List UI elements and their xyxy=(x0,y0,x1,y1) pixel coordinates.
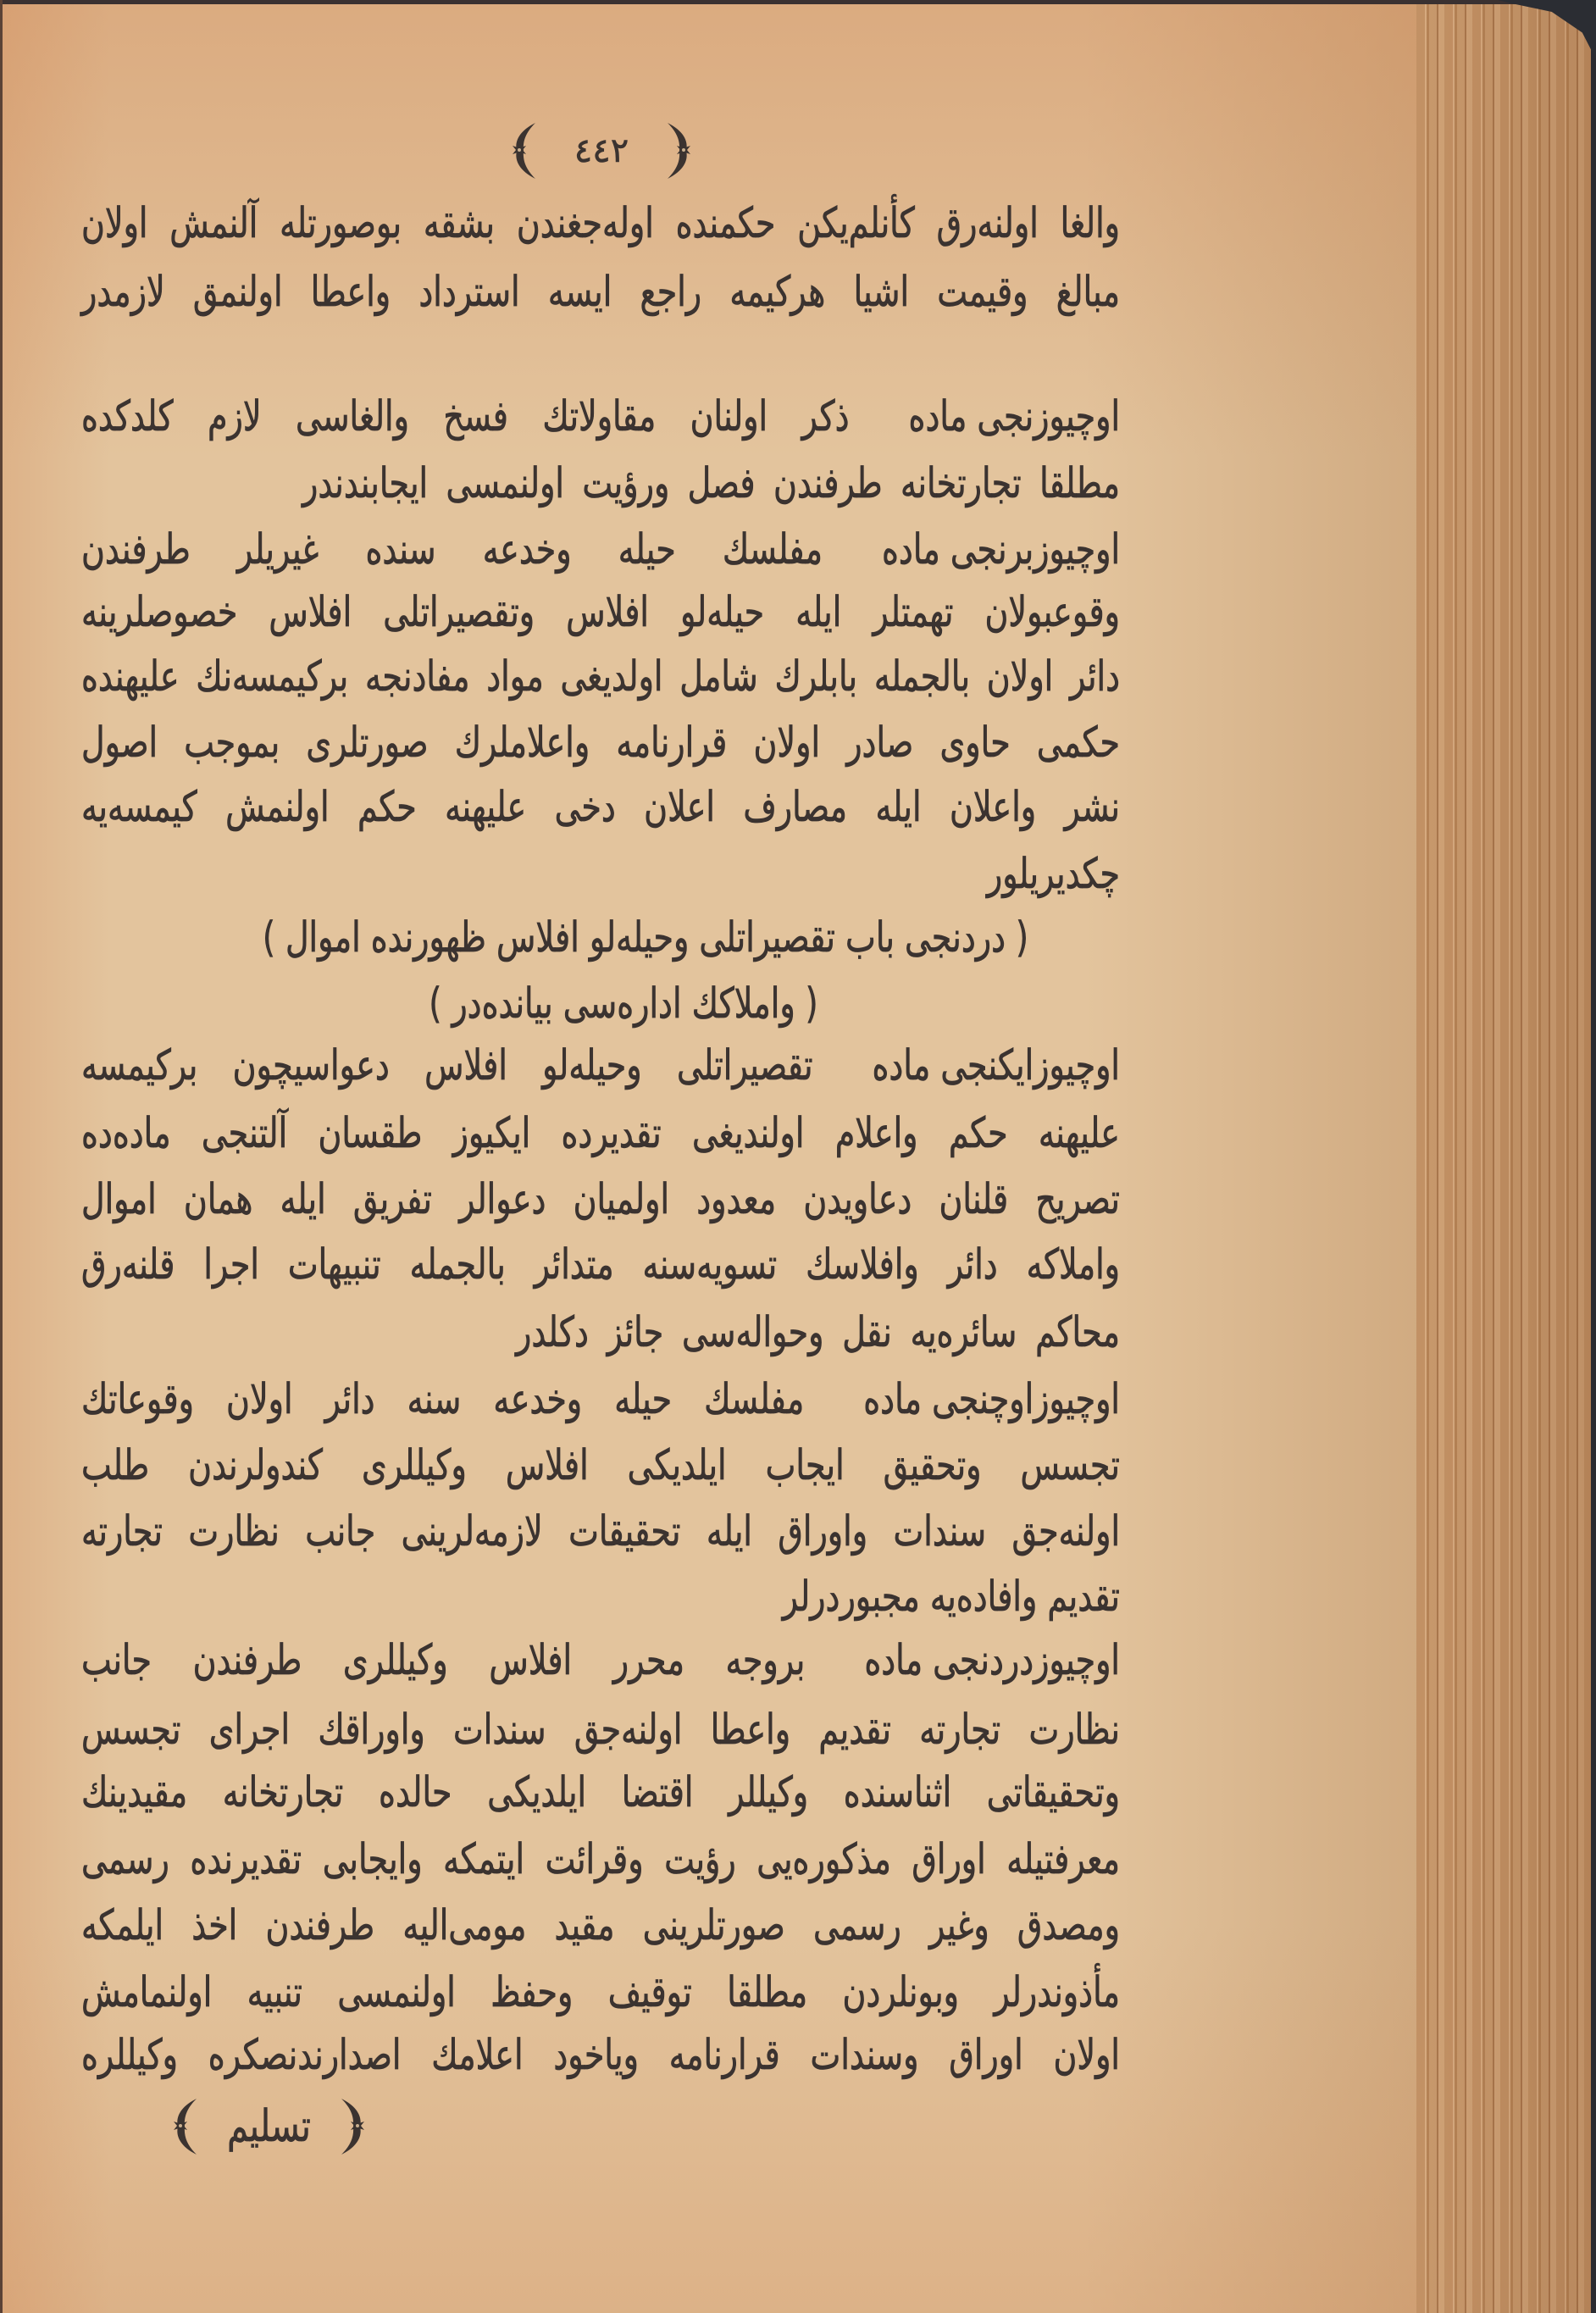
page-number: ٤٤٢ xyxy=(574,131,629,170)
text-line: نظارت تجارته تقدیم واعطا اولنه‌جق سندات واوراقك اجرای تجسس xyxy=(81,1705,1120,1754)
text-line: اولنه‌جق سندات واوراق ایله تحقیقات لازمه‌لرینی جانب نظارت تجارته xyxy=(81,1506,1120,1556)
text-line: مفلسك حیله وخدعه سنده غیریلر طرفندن xyxy=(81,524,823,574)
text-line: وقوعبولان تهمتلر ایله حیله‌لو افلاس وتقصیراتلی افلاس خصوصلرینه xyxy=(81,587,1120,636)
text-line: معرفتیله اوراق مذكوره‌یی رؤیت وقرائت ایتمكه وایجابی تقدیرنده رسمی xyxy=(81,1834,1120,1883)
text-line: دائر اولان بالجمله بابلرك شامل اولدیغی مواد مفادنجه بركیمسه‌نك علیهنده xyxy=(81,652,1120,701)
text-line: تقصیراتلی وحیله‌لو افلاس دعواسیچون بركیمسه xyxy=(81,1040,813,1090)
ornament-right-icon xyxy=(335,2096,369,2157)
text-line: تصریح قلنان دعاویدن معدود اولمیان دعوالر تفریق ایله همان اموال xyxy=(81,1174,1120,1223)
article-label: اوچیوزاوچنجی ماده xyxy=(863,1374,1120,1423)
article-label: اوچیوزنجی ماده xyxy=(908,391,1120,441)
text-line: چكدیریلور xyxy=(986,849,1120,898)
text-line: مفلسك حیله وخدعه سنه دائر اولان وقوعاتك xyxy=(81,1374,805,1423)
text-line: واملاكه دائر وافلاسك تسویه‌سنه متدائر بالجمله تنبیهات اجرا قلنه‌رق xyxy=(81,1240,1120,1289)
page-number-header xyxy=(508,119,695,183)
article-label: اوچیوزایكنجی ماده xyxy=(872,1040,1120,1090)
right-cover-edge xyxy=(1591,0,1596,2313)
text-line: حكمی حاوی صادر اولان قرارنامه واعلاملرك صورتلری بموجب اصول xyxy=(81,718,1120,767)
top-cover-edge xyxy=(0,0,1596,4)
text-line: ذكر اولنان مقاولاتك فسخ والغاسی لازم كلدكده xyxy=(81,391,850,441)
catchword-text: تسلیم xyxy=(227,2101,311,2152)
text-line: ومصدق وغیر رسمی صورتلرینی مقید مومی‌الیه طرفندن اخذ ایلمكه xyxy=(81,1900,1120,1950)
text-line: وتحقیقاتی اثناسنده وكیللر اقتضا ایلدیكی حالده تجارتخانه مقیدینك xyxy=(81,1767,1120,1817)
text-line: مطلقا تجارتخانه طرفندن فصل ورؤیت اولنمسی ایجابندندر xyxy=(302,458,1120,508)
text-line: اولان اوراق وسندات قرارنامه ویاخود اعلامك اصدارندنصكره وكیللره xyxy=(81,2030,1120,2079)
chapter-heading-line-2: ( واملاكك اداره‌سی بیانده‌در ) xyxy=(429,979,818,1028)
text-line: تقدیم وافاده‌یه مجبوردرلر xyxy=(782,1572,1120,1621)
text-line: بروجه محرر افلاس وكیللری طرفندن جانب xyxy=(81,1635,806,1684)
text-line: مبالغ وقیمت اشیا هركیمه راجع ایسه استرداد واعطا اولنمق لازمدر xyxy=(81,267,1120,316)
text-line: علیهنه حكم واعلام اولندیغی تقدیرده ایكیوز طقسان آلتنجی ماده‌ده xyxy=(81,1108,1120,1157)
text-line: مأذوندرلر وبونلردن مطلقا توقیف وحفظ اولنمسی تنبیه اولنمامش xyxy=(81,1967,1120,2016)
ornament-left-icon xyxy=(508,120,542,181)
text-line: نشر واعلان ایله مصارف اعلان دخی علیهنه حكم اولنمش كیمسه‌یه xyxy=(81,782,1120,831)
text-line: والغا اولنه‌رق كأنلم‌یكن حكمنده اوله‌جغندن بشقه بوصورتله آلنمش اولان xyxy=(81,198,1120,247)
text-line: محاكم سائره‌یه نقل وحواله‌سی جائز دكلدر xyxy=(516,1307,1120,1356)
chapter-heading-line-1: ( دردنجی باب تقصیراتلی وحیله‌لو افلاس ظهورنده اموال ) xyxy=(263,912,1028,962)
page-stack-edges xyxy=(1416,0,1593,2313)
catchword xyxy=(169,2093,369,2160)
ornament-left-icon xyxy=(169,2096,203,2157)
text-line: تجسس وتحقیق ایجاب ایلدیكی افلاس وكیللری كندولرندن طلب xyxy=(81,1440,1120,1489)
ornament-right-icon xyxy=(661,120,695,181)
article-label: اوچیوزدردنجی ماده xyxy=(864,1635,1120,1684)
article-label: اوچیوزبرنجی ماده xyxy=(881,524,1120,574)
left-page-edge xyxy=(0,0,3,2313)
